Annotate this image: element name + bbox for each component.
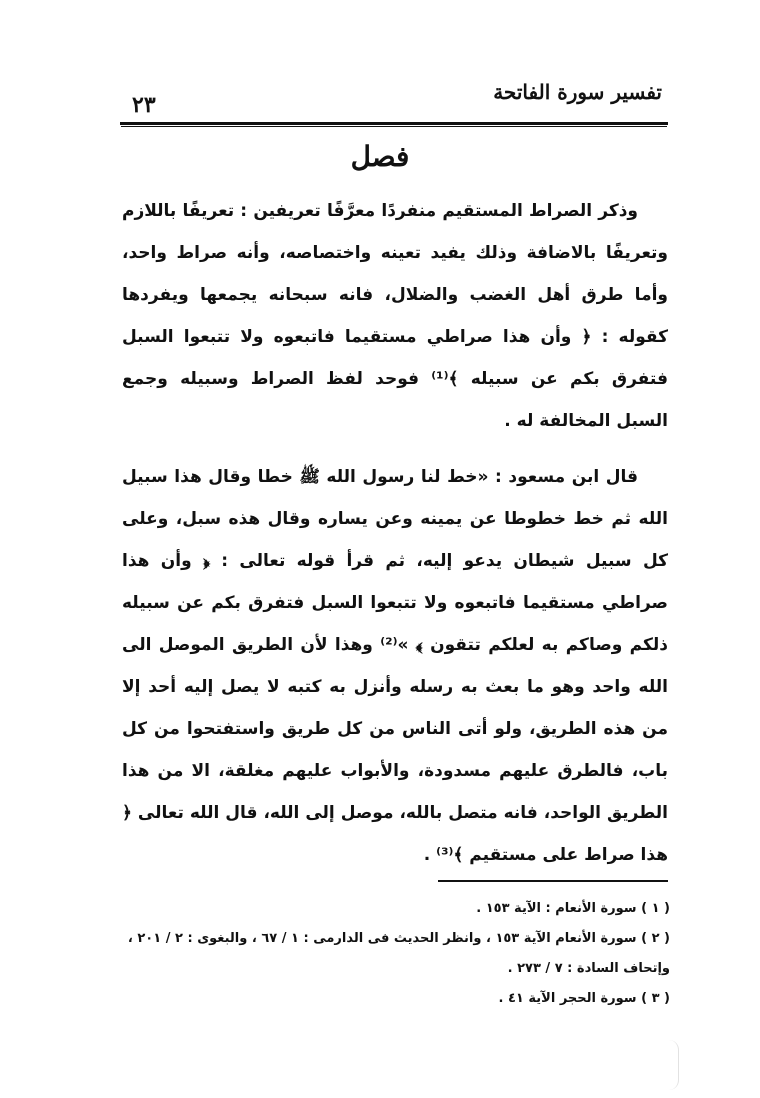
footnotes [106, 894, 670, 1014]
footnote-2: ( ٢ ) سورة الأنعام الآية ١٥٣ ، وانظر الحديث فى الدارمى : ١ / ٦٧ ، والبغوى : ٢ / ٢٠١ ، وإتحاف السادة : ٧ / ٢٧٣ . [127, 931, 670, 976]
footnote-3: ( ٣ ) سورة الحجر الآية ٤١ . [498, 991, 670, 1006]
body-text [122, 190, 668, 876]
paragraph-2: قال ابن مسعود : «خط لنا رسول الله ﷺ خطا وقال هذا سبيل الله ثم خط خطوطا عن يمينه وعن يساره وقال هذه سبل، وعلى كل سبيل شيطان يدعو إليه، ثم قرأ قوله تعالى : ﴿ وأن هذا صراطي مستقيما فاتبعوه ولا تتبعوا السبل فتفرق بكم عن سبيله ذلكم وصاكم به لعلكم تتقون ﴾ »⁽²⁾ وهذا لأن الطريق الموصل الى الله واحد وهو ما بعث به رسله وأنزل به كتبه لا يصل إليه أحد إلا من هذه الطريق، ولو أتى الناس من كل طريق واستفتحوا من كل باب، فالطرق عليهم مسدودة، والأبواب عليهم مغلقة، الا من هذا الطريق الواحد، فانه متصل بالله، موصل إلى الله، قال الله تعالى ﴿ هذا صراط على مستقيم ﴾⁽³⁾ . [122, 467, 668, 865]
page-header [120, 78, 668, 128]
page-edge-mark [668, 1040, 679, 1090]
section-title: فصل [350, 140, 410, 173]
running-title: تفسير سورة الفاتحة [493, 80, 662, 104]
header-rule [120, 122, 668, 125]
paragraph-1: وذكر الصراط المستقيم منفردًا معرَّفًا تعريفين : تعريفًا باللازم وتعريفًا بالاضافة وذلك يفيد تعينه واختصاصه، وأنه صراط واحد، وأما طرق أهل الغضب والضلال، فانه سبحانه يجمعها ويفردها كقوله : ﴿ وأن هذا صراطي مستقيما فاتبعوه ولا تتبعوا السبل فتفرق بكم عن سبيله ﴾⁽¹⁾ فوحد لفظ الصراط وسبيله وجمع السبل المخالفة له . [122, 201, 668, 431]
footnote-divider [438, 880, 668, 882]
footnote-1: ( ١ ) سورة الأنعام : الآية ١٥٣ . [476, 901, 670, 916]
page-number: ٢٣ [132, 92, 156, 118]
